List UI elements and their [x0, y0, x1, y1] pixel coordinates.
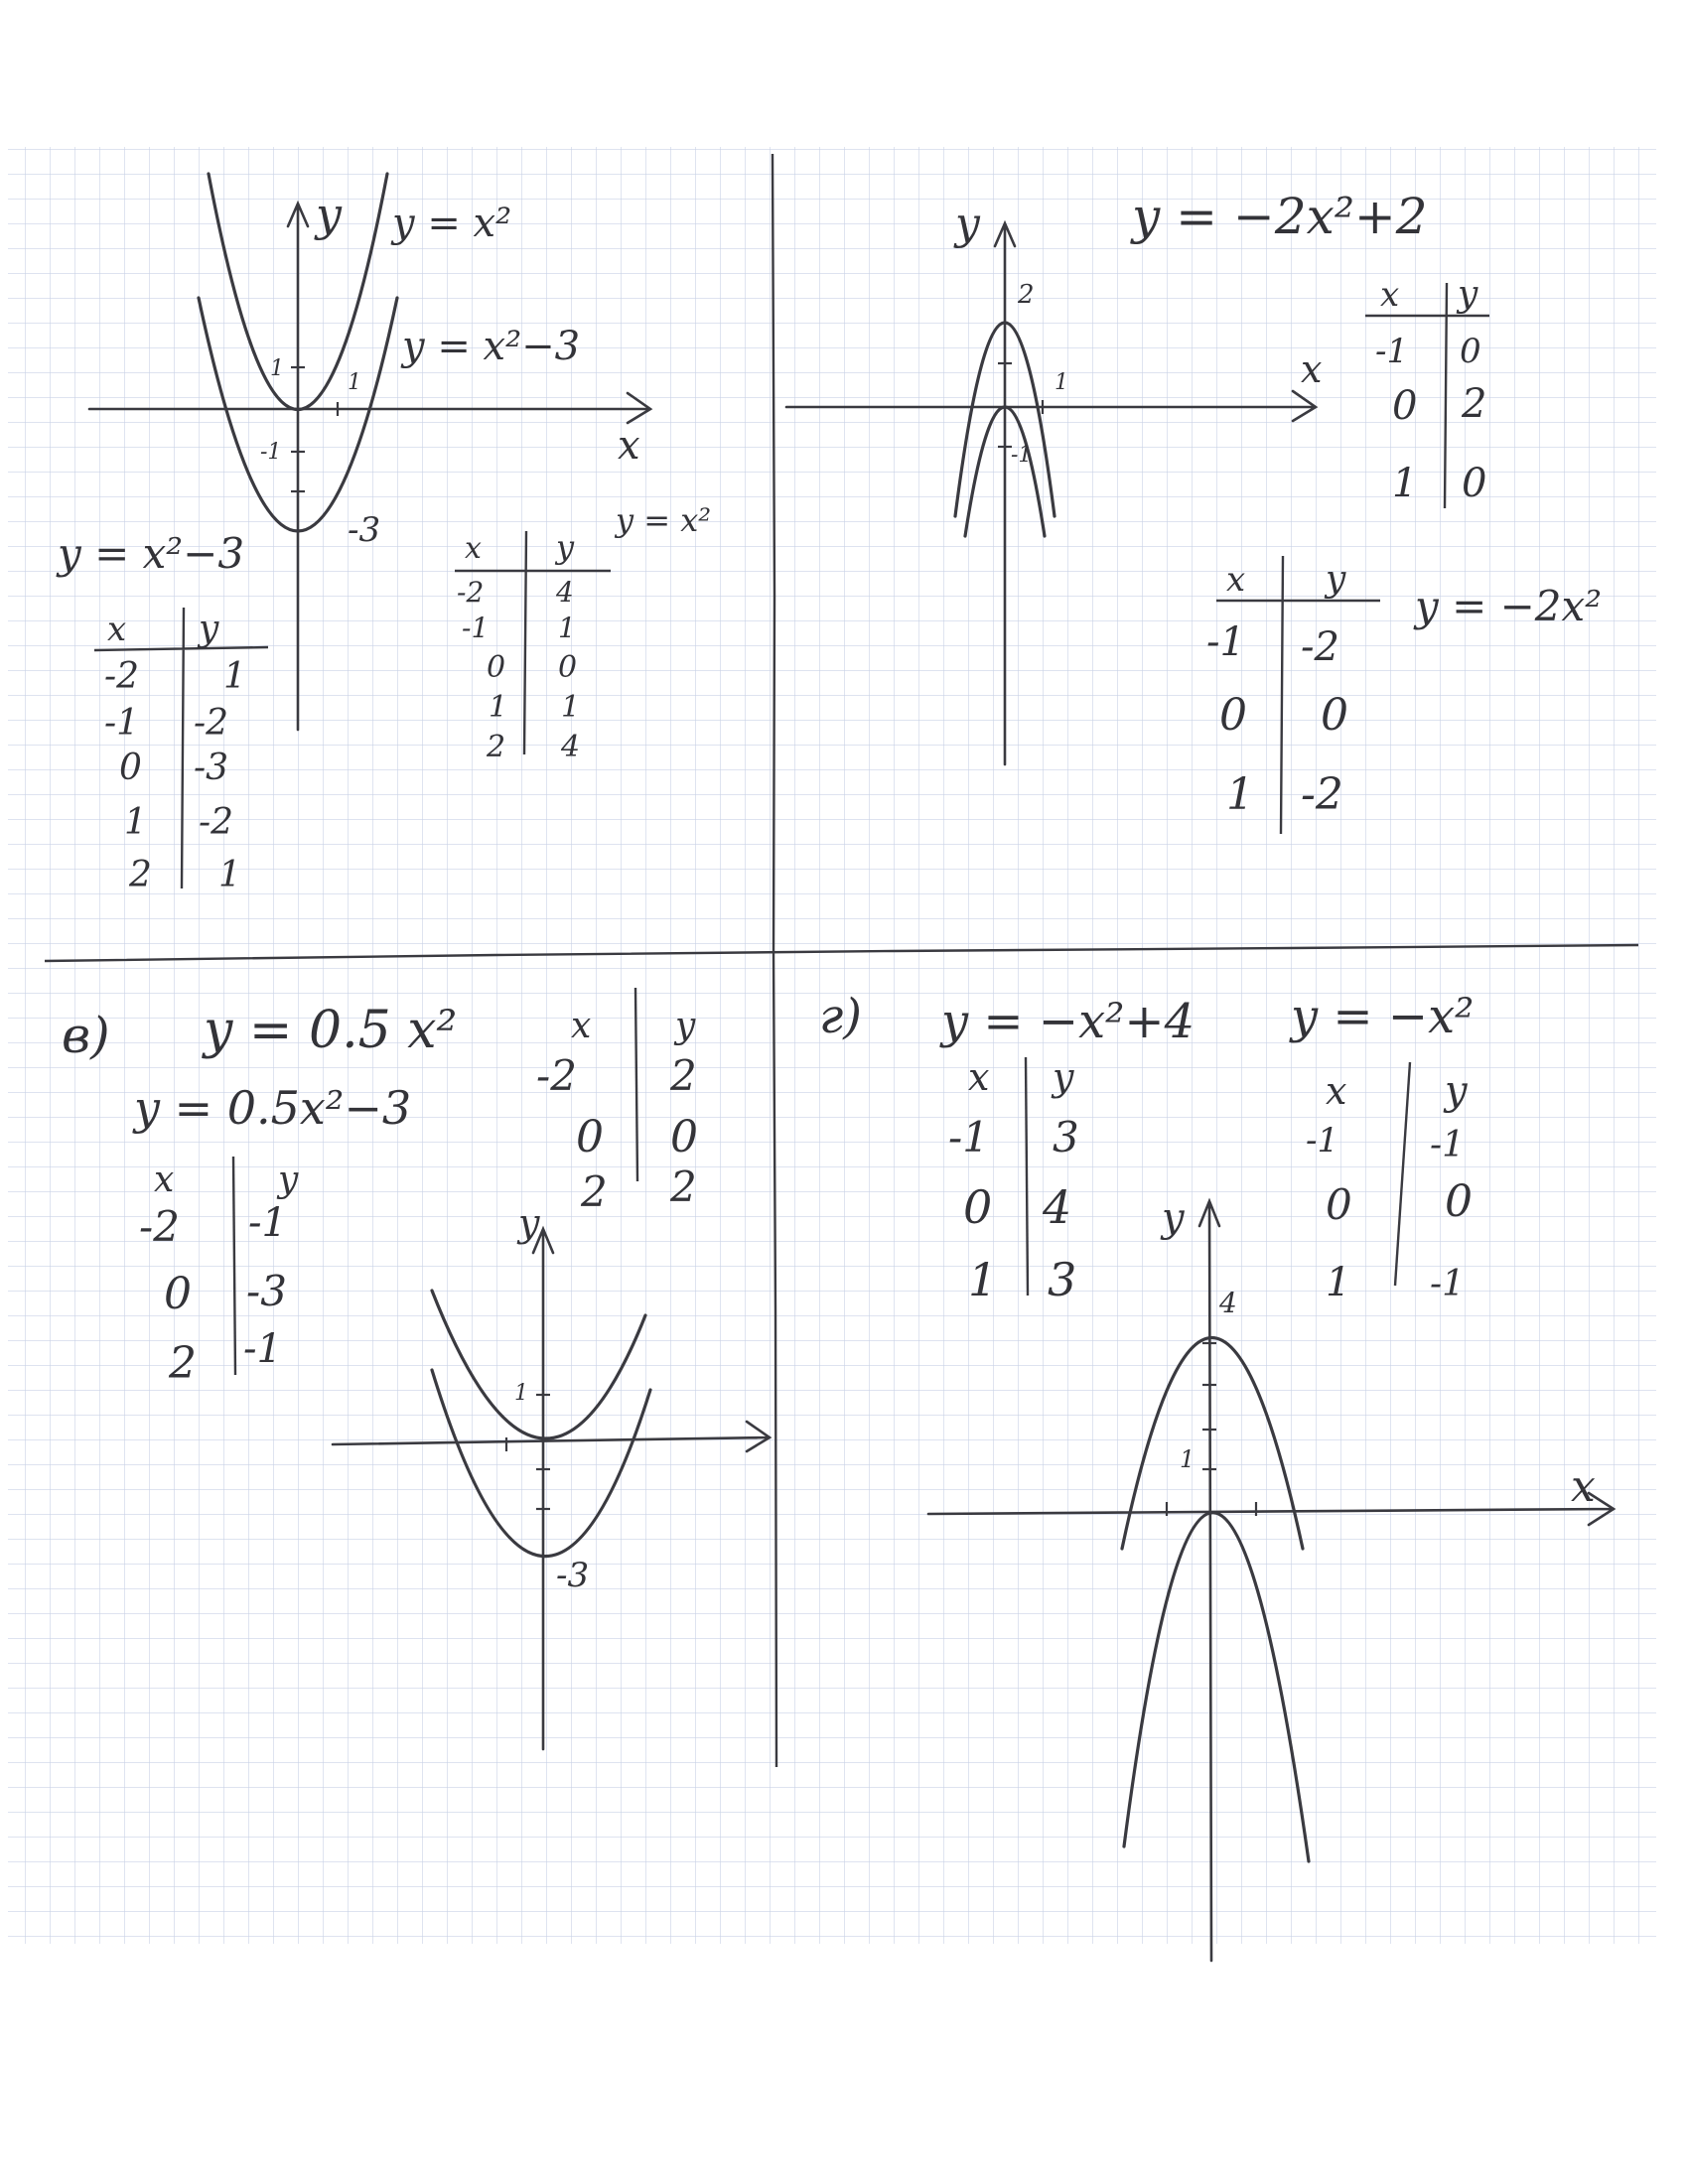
table-cell: 0: [670, 1112, 698, 1162]
table-cell: 1: [558, 612, 576, 644]
table-title: y = x²: [616, 501, 712, 539]
table-cell: 2: [581, 1167, 608, 1216]
axis-label-y: y: [518, 1201, 540, 1245]
table-cell: 0: [576, 1112, 604, 1162]
axis-label-y: y: [1162, 1195, 1185, 1241]
table-cell: -1: [948, 1113, 989, 1161]
table-cell: -1: [248, 1200, 287, 1246]
table-header-y: y: [278, 1160, 299, 1200]
table-cell: 1: [124, 802, 147, 843]
section-subtitle: y = −x²: [1291, 989, 1475, 1044]
table-cell: 0: [963, 1180, 993, 1234]
table-header-y: y: [1458, 274, 1478, 315]
table-cell: 0: [487, 650, 506, 685]
table-header-y: y: [1053, 1055, 1074, 1099]
table-cell: 0: [1219, 690, 1247, 741]
axis-label-x: x: [618, 423, 640, 469]
tick-label: 1: [1180, 1445, 1196, 1473]
table-cell: -3: [246, 1267, 287, 1315]
table-cell: 1: [1326, 1260, 1351, 1305]
axis-label-x: x: [1571, 1461, 1596, 1512]
part-label: г): [819, 989, 862, 1044]
axis-label-y: y: [316, 188, 342, 241]
table-cell: -1: [1430, 1264, 1466, 1304]
table-cell: 2: [670, 1162, 697, 1211]
section-title: y = −x²+4: [941, 994, 1196, 1049]
tick-label: -3: [348, 510, 381, 550]
table-cell: -2: [457, 576, 485, 609]
table-cell: 0: [1460, 332, 1481, 371]
table-header-x: x: [968, 1055, 990, 1099]
tick-label: 1: [1055, 370, 1068, 395]
table-cell: -2: [1301, 769, 1343, 820]
curve-label: y = x²−3: [402, 324, 581, 369]
table-cell: 1: [561, 690, 581, 725]
table-header-y: y: [1326, 559, 1346, 600]
tick-label: -1: [260, 440, 282, 465]
section-title: y = −2x²+2: [1132, 188, 1428, 245]
tick-label: 4: [1219, 1287, 1237, 1319]
table-cell: -2: [199, 802, 234, 843]
table-cell: -2: [536, 1051, 577, 1100]
table-header-x: x: [154, 1160, 175, 1200]
table-cell: 1: [1392, 461, 1418, 506]
table-cell: 0: [119, 748, 142, 788]
table-cell: -2: [194, 703, 229, 744]
table-header-y: y: [1445, 1068, 1468, 1114]
table-cell: -2: [104, 656, 140, 697]
table-cell: 0: [164, 1269, 192, 1319]
table-cell: 1: [489, 690, 508, 725]
table-cell: 2: [487, 730, 506, 764]
table-cell: 2: [1462, 381, 1487, 427]
table-cell: 3: [1053, 1113, 1079, 1161]
table-cell: 0: [1462, 461, 1487, 506]
table-header-y: y: [199, 609, 219, 649]
table-title: y = −2x²: [1415, 582, 1603, 630]
table-cell: 0: [1321, 690, 1348, 741]
table-cell: -2: [139, 1202, 180, 1251]
table-header-y: y: [556, 528, 575, 566]
table-cell: 3: [1048, 1253, 1077, 1306]
axis-label-y: y: [955, 199, 980, 249]
table-cell: -1: [1430, 1125, 1466, 1165]
table-header-x: x: [571, 1006, 592, 1046]
section-title: y = 0.5 x²: [204, 1001, 458, 1060]
tick-label: 1: [514, 1381, 528, 1406]
table-cell: 1: [1226, 769, 1254, 820]
table-cell: 4: [556, 576, 574, 609]
table-cell: -1: [243, 1326, 282, 1372]
axis-label-x: x: [1301, 347, 1323, 391]
table-cell: 0: [558, 650, 578, 685]
tick-label: 1: [348, 370, 361, 395]
table-cell: 0: [1445, 1176, 1473, 1227]
tick-label: -3: [556, 1556, 590, 1595]
table-cell: 2: [129, 855, 152, 895]
curve-label: y = x²: [392, 201, 512, 246]
table-cell: -2: [1301, 624, 1339, 670]
table-cell: -1: [1206, 619, 1245, 665]
table-cell: -3: [194, 748, 229, 788]
table-header-x: x: [465, 531, 482, 566]
tick-label: 1: [270, 356, 284, 381]
table-cell: 1: [968, 1253, 998, 1306]
table-cell: -1: [104, 703, 140, 744]
table-header-x: x: [1326, 1069, 1347, 1113]
tick-label: 2: [1018, 280, 1035, 310]
tick-label: -1: [1011, 443, 1033, 468]
table-cell: 4: [561, 730, 581, 764]
section-subtitle: y = 0.5x²−3: [134, 1081, 412, 1135]
table-header-x: x: [1380, 275, 1400, 315]
table-cell: 1: [218, 855, 241, 895]
table-cell: 0: [1392, 383, 1418, 429]
table-title: y = x²−3: [58, 529, 245, 578]
table-cell: 1: [223, 656, 246, 697]
table-header-x: x: [107, 610, 127, 649]
table-header-y: y: [675, 1006, 696, 1046]
table-cell: -1: [1375, 332, 1409, 371]
table-cell: 2: [670, 1051, 697, 1100]
table-cell: 0: [1326, 1180, 1352, 1229]
table-cell: 4: [1043, 1180, 1072, 1234]
part-label: в): [62, 1007, 110, 1064]
table-header-x: x: [1226, 560, 1246, 600]
table-cell: 2: [169, 1338, 197, 1389]
table-cell: -1: [1306, 1121, 1339, 1160]
table-cell: -1: [462, 612, 490, 644]
